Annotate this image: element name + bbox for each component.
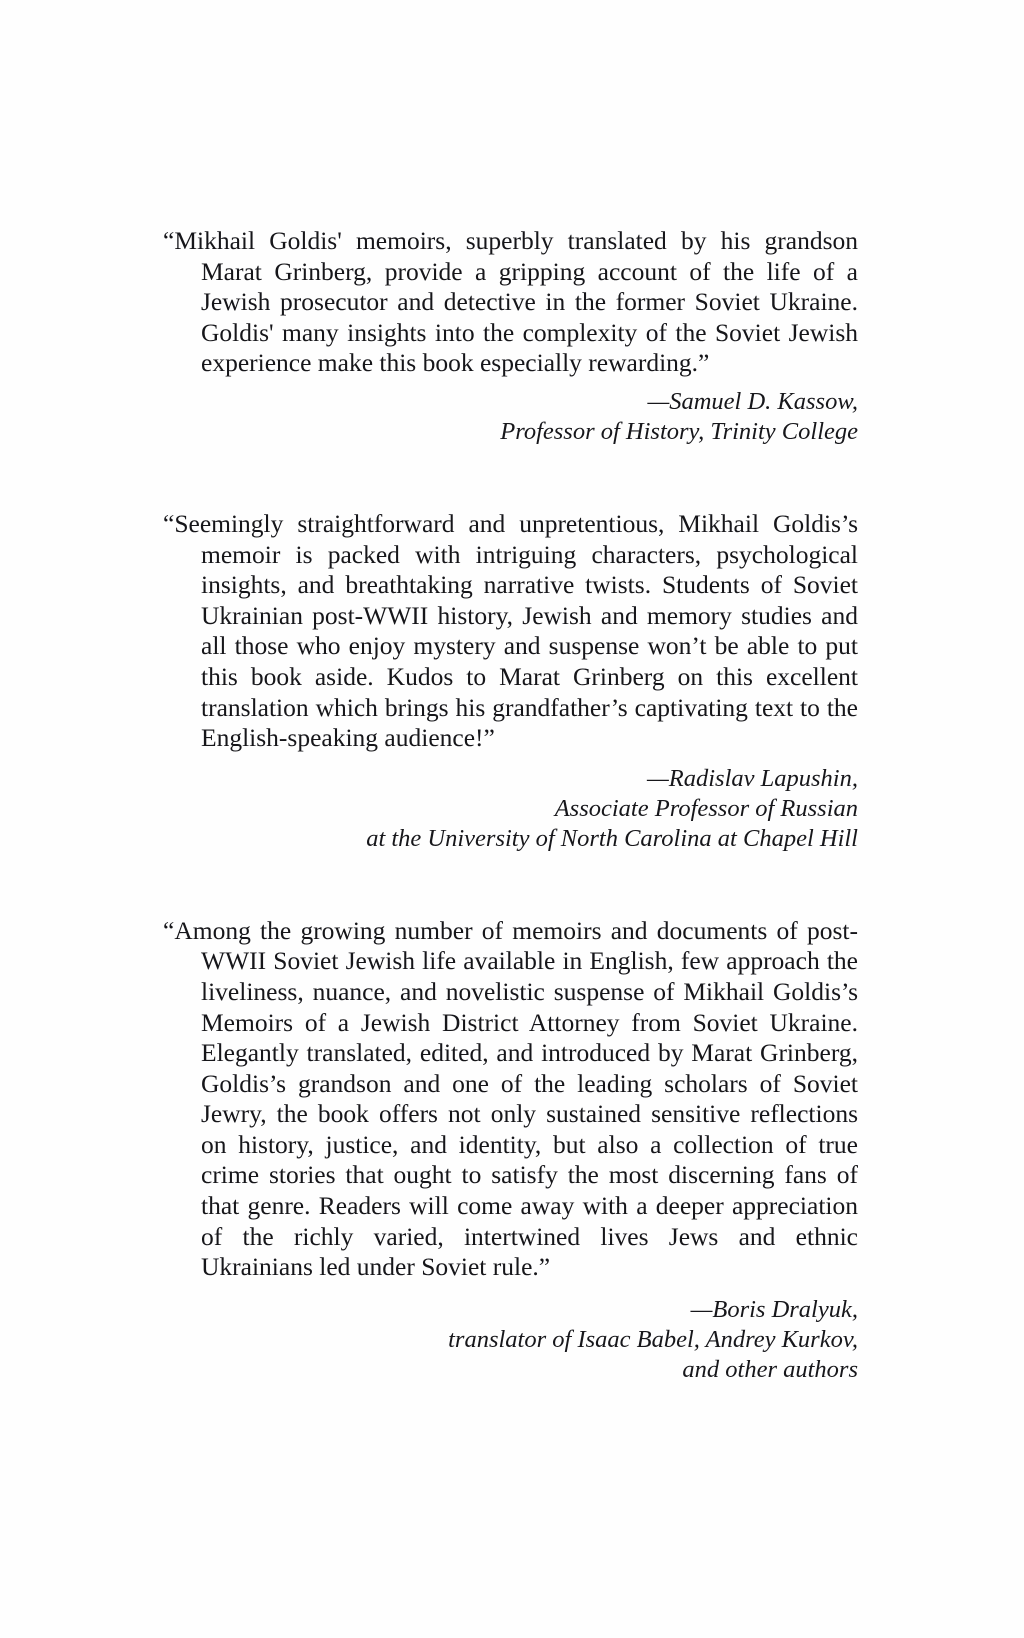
blurb-quote-text: “Mikhail Goldis' memoirs, superbly translated by his grandson Marat Grinberg, provide a gripping account of the life of a Jewish prosecutor and detective in the former Soviet Ukraine. Goldis' many insights into the complexity of the Soviet Jewish experience make this book especially rewarding.”	[163, 226, 858, 378]
blurb-kassow	[163, 226, 858, 447]
blurb-attribution	[163, 1295, 858, 1385]
attribution-line-title: Professor of History, Trinity College	[500, 417, 858, 445]
blurb-dralyuk	[163, 916, 858, 1385]
attribution-line-affiliation: at the University of North Carolina at Chapel Hill	[366, 824, 858, 852]
attribution-line-title: translator of Isaac Babel, Andrey Kurkov,	[448, 1325, 858, 1353]
attribution-line-name: —Samuel D. Kassow,	[647, 387, 858, 415]
attribution-line-name: —Boris Dralyuk,	[690, 1295, 858, 1323]
blurb-quote-text: “Seemingly straightforward and unpretentious, Mikhail Goldis’s memoir is packed with intriguing characters, psychological insights, and breathtaking narrative twists. Students of Soviet Ukrainian post-WWII history, Jewish and memory studies and all those who enjoy mystery and suspense won’t be able to put this book aside. Kudos to Marat Grinberg on this excellent translation which brings his grandfather’s captivating text to the English-speaking audience!”	[163, 508, 858, 753]
praise-content	[163, 226, 858, 1385]
blurb-quote-text: “Among the growing number of memoirs and documents of post-WWII Soviet Jewish life available in English, few approach the liveliness, nuance, and novelistic suspense of Mikhail Goldis’s Memoirs of a Jewish District Attorney from Soviet Ukraine. Elegantly translated, edited, and introduced by Marat Grinberg, Goldis’s grandson and one of the leading scholars of Soviet Jewry, the book offers not only sustained sensitive reflections on history, justice, and identity, but also a collection of true crime stories that ought to satisfy the most discerning fans of that genre. Readers will come away with a deeper appreciation of the richly varied, intertwined lives Jews and ethnic Ukrainians led under Soviet rule.”	[163, 915, 858, 1282]
blurb-lapushin	[163, 509, 858, 854]
attribution-line-extra: and other authors	[682, 1355, 858, 1383]
blurb-attribution	[163, 387, 858, 447]
attribution-line-name: —Radislav Lapushin,	[647, 764, 858, 792]
attribution-line-title: Associate Professor of Russian	[554, 794, 858, 822]
blurb-attribution	[163, 764, 858, 854]
